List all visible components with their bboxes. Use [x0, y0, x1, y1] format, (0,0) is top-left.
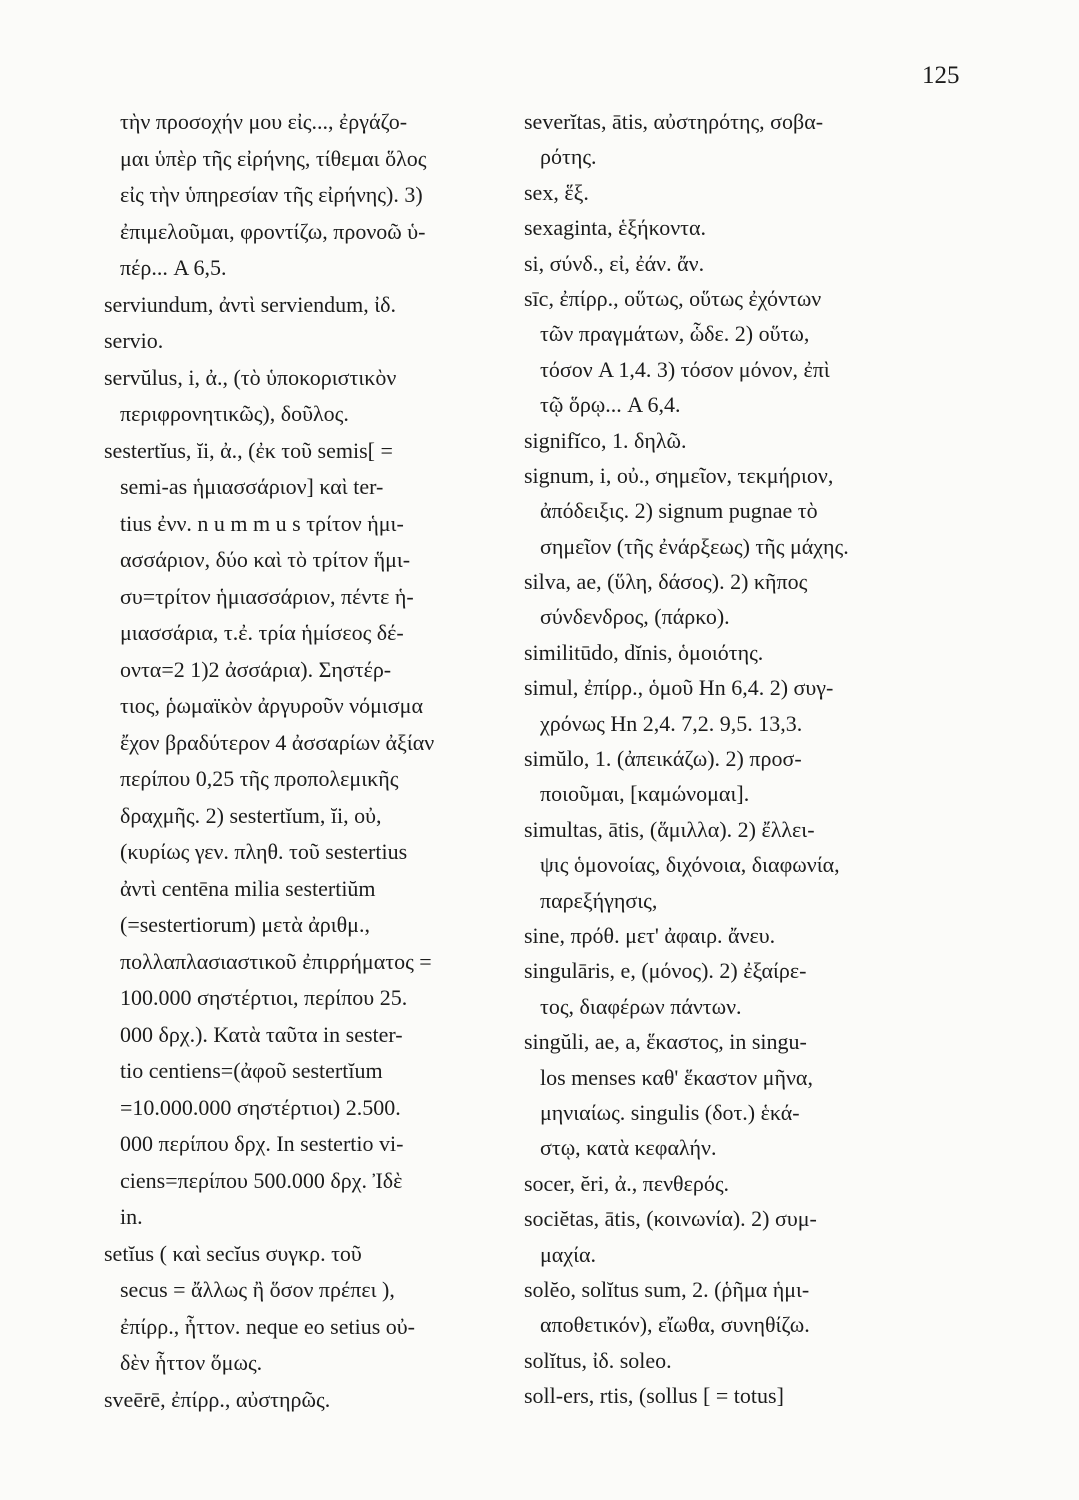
entry-headword-line: silva, ae, (ὕλη, δάσος). 2) κῆπος [524, 569, 808, 595]
entry-headword-line: solĕo, solĭtus sum, 2. (ῥῆμα ἡμι- [524, 1276, 810, 1302]
entry-continuation-line: πέρ... A 6,5. [120, 255, 227, 280]
entry-continuation-line: τῷ ὅρῳ... A 6,4. [540, 392, 681, 418]
entry-headword-line: setĭus ( καὶ secĭus συγκρ. τοῦ [104, 1240, 362, 1266]
entry-continuation-line: ἐπιμελοῦμαι, φροντίζω, προνοῶ ὑ- [120, 218, 426, 244]
entry-headword-line: sīc, ἐπίρρ., οὕτως, οὕτως ἐχόντων [524, 285, 822, 311]
entry-continuation-line: 100.000 σηστέρτιοι, περίπου 25. [120, 985, 408, 1010]
entry-continuation-line: στῳ, κατὰ κεφαλήν. [540, 1135, 717, 1161]
entry-continuation-line: τόσον A 1,4. 3) τόσον μόνον, ἐπὶ [540, 356, 830, 382]
entry-headword-line: signum, i, οὐ., σημεῖον, τεκμήριον, [524, 462, 834, 488]
entry-headword-line: simŭlo, 1. (ἀπεικάζω). 2) προσ- [524, 746, 802, 772]
left-column [104, 104, 516, 1418]
entry-headword-line: sociĕtas, ātis, (κοινωνία). 2) συμ- [524, 1206, 817, 1232]
entry-headword-line: simultas, ātis, (ἅμιλλα). 2) ἔλλει- [524, 816, 815, 842]
entry-headword-line: sine, πρόθ. μετ' ἀφαιρ. ἄνευ. [524, 922, 776, 948]
entry-continuation-line: ασσάριον, δύο καὶ τὸ τρίτον ἥμι- [120, 547, 411, 572]
entry-continuation-line: μαι ὑπὲρ τῆς εἰρήνης, τίθεμαι ὅλος [120, 145, 427, 171]
entry-continuation-line: τος, διαφέρων πάντων. [540, 993, 742, 1019]
entry-continuation-line: (=sestertiorum) μετὰ ἀριθμ., [120, 912, 370, 937]
right-column [524, 104, 976, 1413]
entry-headword-line: socer, ĕri, ἀ., πενθερός. [524, 1170, 730, 1196]
entry-headword-line: sex, ἕξ. [524, 179, 589, 205]
entry-headword-line: serviundum, ἀντὶ serviendum, ἰδ. [104, 291, 397, 317]
entry-continuation-line: τὴν προσοχήν μου εἰς..., ἐργάζο- [120, 109, 408, 134]
entry-continuation-line: 000 δρχ.). Κατὰ ταῦτα in sester- [120, 1021, 403, 1047]
entry-continuation-line: περιφρονητικῶς), δοῦλος. [120, 401, 349, 426]
page-number: 125 [922, 62, 960, 89]
entry-continuation-line: los menses καθ' ἕκαστον μῆνα, [540, 1064, 813, 1090]
entry-headword-line: si, σύνδ., εἰ, ἐάν. ἄν. [524, 250, 705, 276]
entry-continuation-line: semi-as ἡμιασσάριον] καὶ ter- [120, 474, 384, 499]
entry-continuation-line: ἐπίρρ., ἧττον. neque eo setius οὐ- [120, 1313, 415, 1339]
entry-headword-line: singŭli, ae, a, ἕκαστος, in singu- [524, 1029, 807, 1055]
entry-headword-line: simul, ἐπίρρ., ὁμοῦ Hn 6,4. 2) συγ- [524, 675, 834, 701]
entry-continuation-line: σημεῖον (τῆς ἐνάρξεως) τῆς μάχης. [540, 533, 849, 559]
entry-continuation-line: περίπου 0,25 τῆς προπολεμικῆς [120, 766, 399, 791]
entry-continuation-line: tius ἐνν. n u m m u s τρίτον ἡμι- [120, 510, 404, 536]
entry-continuation-line: ψις ὁμονοίας, διχόνοια, διαφωνία, [540, 852, 840, 878]
entry-continuation-line: δὲν ἧττον ὅμως. [120, 1350, 263, 1375]
entry-continuation-line: τῶν πραγμάτων, ὧδε. 2) οὕτω, [540, 321, 810, 347]
entry-continuation-line: tio centiens=(ἀφοῦ sestertĭum [120, 1058, 383, 1083]
entry-headword-line: servŭlus, i, ἀ., (τὸ ὑποκοριστικὸν [104, 364, 397, 390]
entry-continuation-line: αποθετικόν), εἴωθα, συνηθίζω. [540, 1312, 810, 1338]
entry-continuation-line: δραχμῆς. 2) sestertĭum, ĭi, οὐ, [120, 802, 382, 828]
entry-continuation-line: μαχία. [540, 1241, 597, 1267]
entry-continuation-line: τιος, ῥωμαϊκὸν ἀργυροῦν νόμισμα [120, 693, 423, 718]
entry-continuation-line: (κυρίως γεν. πληθ. τοῦ sestertius [120, 839, 408, 864]
entry-continuation-line: συ=τρίτον ἡμιασσάριον, πέντε ἡ- [120, 583, 414, 609]
entry-continuation-line: secus = ἄλλως ἢ ὅσον πρέπει ), [120, 1277, 395, 1302]
entry-continuation-line: ρότης. [540, 144, 597, 170]
entry-headword-line: similitūdo, dĭnis, ὁμοιότης. [524, 639, 764, 665]
entry-continuation-line: ciens=περίπου 500.000 δρχ. Ἰδὲ [120, 1167, 403, 1193]
entry-headword-line: severĭtas, ātis, αὐστηρότης, σοβα- [524, 109, 824, 134]
entry-continuation-line: οντα=2 1)2 ἀσσάρια). Σηστέρ- [120, 656, 392, 682]
entry-continuation-line: χρόνως Hn 2,4. 7,2. 9,5. 13,3. [540, 710, 803, 736]
entry-continuation-line: in. [120, 1204, 143, 1229]
entry-continuation-line: ἀντὶ centēna milia sestertiŭm [120, 875, 376, 901]
entry-headword-line: solĭtus, ἰδ. soleo. [524, 1347, 672, 1373]
entry-continuation-line: =10.000.000 σηστέρτιοι) 2.500. [120, 1094, 401, 1120]
entry-headword-line: sestertĭus, ĭi, ἀ., (ἐκ τοῦ semis[ = [104, 437, 393, 463]
entry-continuation-line: πολλαπλασιαστικοῦ ἐπιρρήματος = [120, 948, 432, 974]
entry-headword-line: sexaginta, ἑξήκοντα. [524, 215, 707, 241]
entry-continuation-line: 000 περίπου δρχ. In sestertio vi- [120, 1131, 404, 1156]
entry-headword-line: soll-ers, rtis, (sollus [ = totus] [524, 1383, 784, 1409]
entry-continuation-line: παρεξήγησις, [540, 887, 658, 913]
entry-headword-line: servio. [104, 328, 164, 353]
entry-headword-line: singulāris, e, (μόνος). 2) ἐξαίρε- [524, 958, 807, 984]
entry-continuation-line: ποιοῦμαι, [καμώνομαι]. [540, 781, 750, 807]
entry-continuation-line: ἀπόδειξις. 2) signum pugnae τὸ [540, 498, 818, 524]
entry-continuation-line: μηνιαίως. singulis (δοτ.) ἑκά- [540, 1099, 800, 1125]
entry-headword-line: sveērē, ἐπίρρ., αὐστηρῶς. [104, 1386, 331, 1412]
entry-headword-line: signifĭco, 1. δηλῶ. [524, 427, 687, 453]
entry-continuation-line: ἔχον βραδύτερον 4 ἀσσαρίων ἀξίαν [120, 729, 435, 755]
entry-continuation-line: μιασσάρια, τ.ἐ. τρία ἡμίσεος δέ- [120, 620, 404, 645]
entry-continuation-line: εἰς τὴν ὑπηρεσίαν τῆς εἰρήνης). 3) [120, 182, 423, 207]
entry-continuation-line: σύνδενδρος, (πάρκο). [540, 604, 730, 630]
